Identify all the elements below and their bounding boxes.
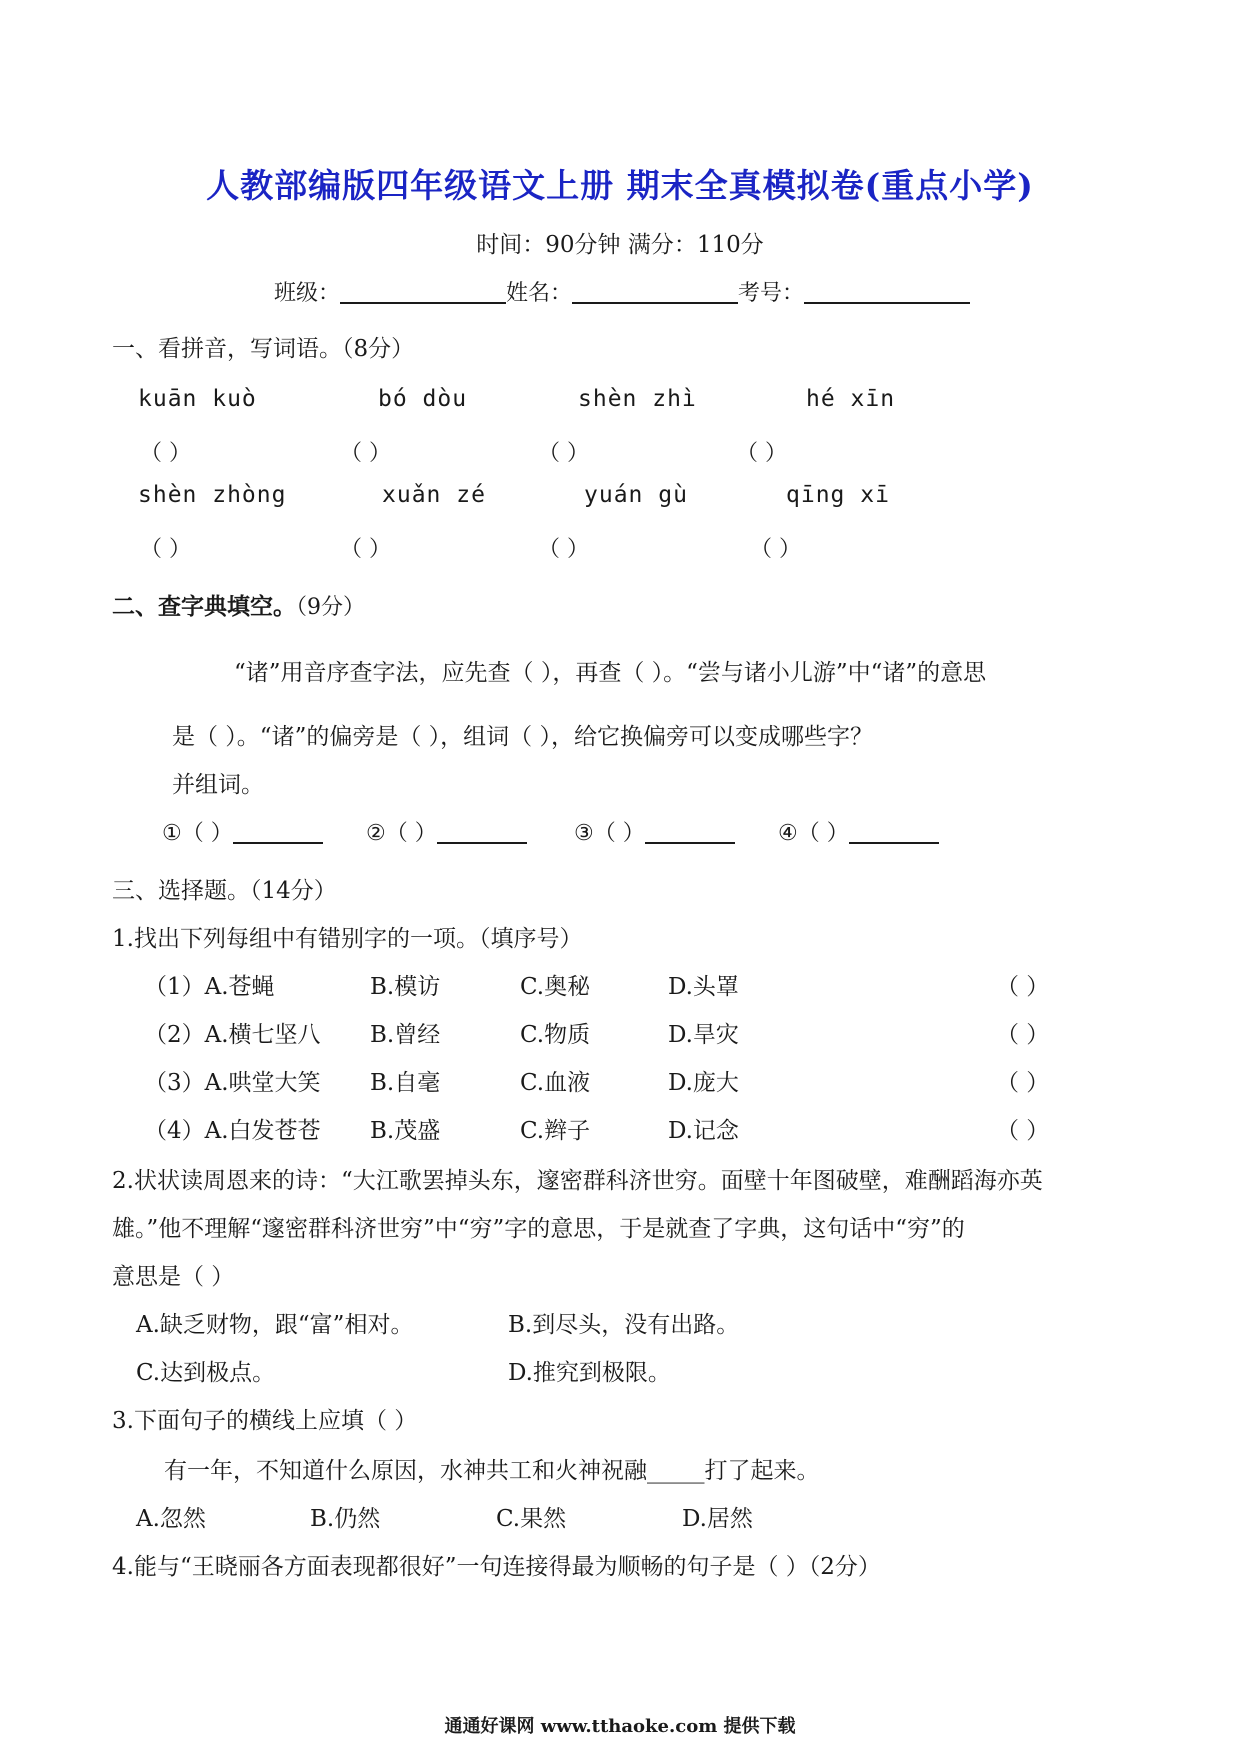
q3-option-a: A.忽然 [136,1506,206,1532]
slot-blank [233,820,323,844]
slot-label: ③（ ） [574,821,645,846]
exam-no-blank [804,280,970,304]
slot-label: ④（ ） [778,821,849,846]
q1-row-2-c: C.物质 [520,1022,591,1048]
s2-slot-2 [366,816,527,847]
s2-slot-3 [574,816,735,847]
answer-paren: （ ） [538,441,589,466]
pinyin-5: shèn zhòng [138,482,287,508]
slot-label: ①（ ） [162,821,233,846]
s2-line-3: 并组词。 [172,772,264,798]
page-footer: 通通好课网 www.tthaoke.com 提供下载 [444,1716,796,1737]
answer-paren: （ ） [750,537,801,562]
section-1-heading: 一、看拼音，写词语。（8分） [112,336,415,362]
q1-row-2-a: （2）A.横七坚八 [144,1022,321,1048]
q1-row-3-b: B.自毫 [370,1070,441,1096]
pinyin-8: qīng xī [786,482,890,508]
q3-text: 3.下面句子的横线上应填（ ） [112,1408,418,1434]
q3-option-d: D.居然 [682,1506,753,1532]
answer-paren: （ ） [340,441,391,466]
s2-slot-4 [778,816,939,847]
q1-text: 1.找出下列每组中有错别字的一项。（填序号） [112,926,583,952]
answer-paren: （ ） [736,441,787,466]
slot-blank [645,820,735,844]
page-title: 人教部编版四年级语文上册 期末全真模拟卷(重点小学) [206,166,1034,205]
name-label: 姓名： [506,281,573,306]
pinyin-4: hé xīn [806,386,896,412]
q1-row-3-a: （3）A.哄堂大笑 [144,1070,321,1096]
s2-line-1: “诸”用音序查字法，应先查（ ），再查（ ）。“尝与诸小儿游”中“诸”的意思 [234,660,987,686]
exam-no-label: 考号： [738,281,805,306]
slot-blank [437,820,527,844]
q1-row-3-c: C.血液 [520,1070,591,1096]
q2-line-1: 2.状状读周恩来的诗：“大江歌罢掉头东，邃密群科济世穷。面壁十年图破壁，难酬蹈海亦英 [112,1168,1043,1194]
pinyin-1: kuān kuò [138,386,257,412]
exam-time-score: 时间：90分钟 满分：110分 [476,232,764,258]
answer-paren: （ ） [140,537,191,562]
q1-row-4-d: D.记念 [668,1118,739,1144]
class-label: 班级： [274,281,341,306]
q2-option-a: A.缺乏财物，跟“富”相对。 [136,1312,414,1338]
q1-row-2-b: B.曾经 [370,1022,441,1048]
pinyin-7: yuán gù [584,482,688,508]
q2-option-b: B.到尽头，没有出路。 [508,1312,740,1338]
class-blank [340,280,506,304]
name-blank [572,280,738,304]
section-2-heading [112,588,365,621]
q1-row-1-a: （1）A.苍蝇 [144,974,275,1000]
q1-row-1-answer: （ ） [996,974,1050,1000]
s2-slot-1 [162,816,323,847]
q2-line-2: 雄。”他不理解“邃密群科济世穷”中“穷”字的意思，于是就查了字典，这句话中“穷”的 [112,1216,965,1242]
q1-row-2-answer: （ ） [996,1022,1050,1048]
pinyin-6: xuǎn zé [382,482,486,508]
q4-text: 4.能与“王晓丽各方面表现都很好”一句连接得最为顺畅的句子是（ ）（2分） [112,1554,881,1580]
answer-paren: （ ） [140,441,191,466]
q3-sentence: 有一年，不知道什么原因，水神共工和火神祝融_____打了起来。 [164,1458,820,1484]
pinyin-2: bó dòu [378,386,468,412]
slot-label: ②（ ） [366,821,437,846]
q2-option-d: D.推究到极限。 [508,1360,671,1386]
q2-option-c: C.达到极点。 [136,1360,276,1386]
pinyin-3: shèn zhì [578,386,697,412]
q1-row-4-c: C.辫子 [520,1118,591,1144]
section-2-points: （9分） [296,595,365,620]
q1-row-4-a: （4）A.白发苍苍 [144,1118,321,1144]
answer-paren: （ ） [538,537,589,562]
q1-row-2-d: D.旱灾 [668,1022,739,1048]
info-row [274,276,970,307]
q3-option-b: B.仍然 [310,1506,381,1532]
q1-row-1-b: B.模访 [370,974,441,1000]
q1-row-3-d: D.庞大 [668,1070,739,1096]
s2-line-2: 是（ ）。“诸”的偏旁是（ ），组词（ ），给它换偏旁可以变成哪些字？ [172,724,873,750]
answer-paren: （ ） [340,537,391,562]
q1-row-4-answer: （ ） [996,1118,1050,1144]
q3-option-c: C.果然 [496,1506,567,1532]
q1-row-4-b: B.茂盛 [370,1118,441,1144]
q1-row-1-d: D.头罩 [668,974,739,1000]
q1-row-1-c: C.奥秘 [520,974,591,1000]
section-2-title: 二、查字典填空。 [112,593,296,620]
q1-row-3-answer: （ ） [996,1070,1050,1096]
section-3-heading: 三、选择题。（14分） [112,878,337,904]
q2-line-3: 意思是（ ） [112,1264,235,1290]
slot-blank [849,820,939,844]
